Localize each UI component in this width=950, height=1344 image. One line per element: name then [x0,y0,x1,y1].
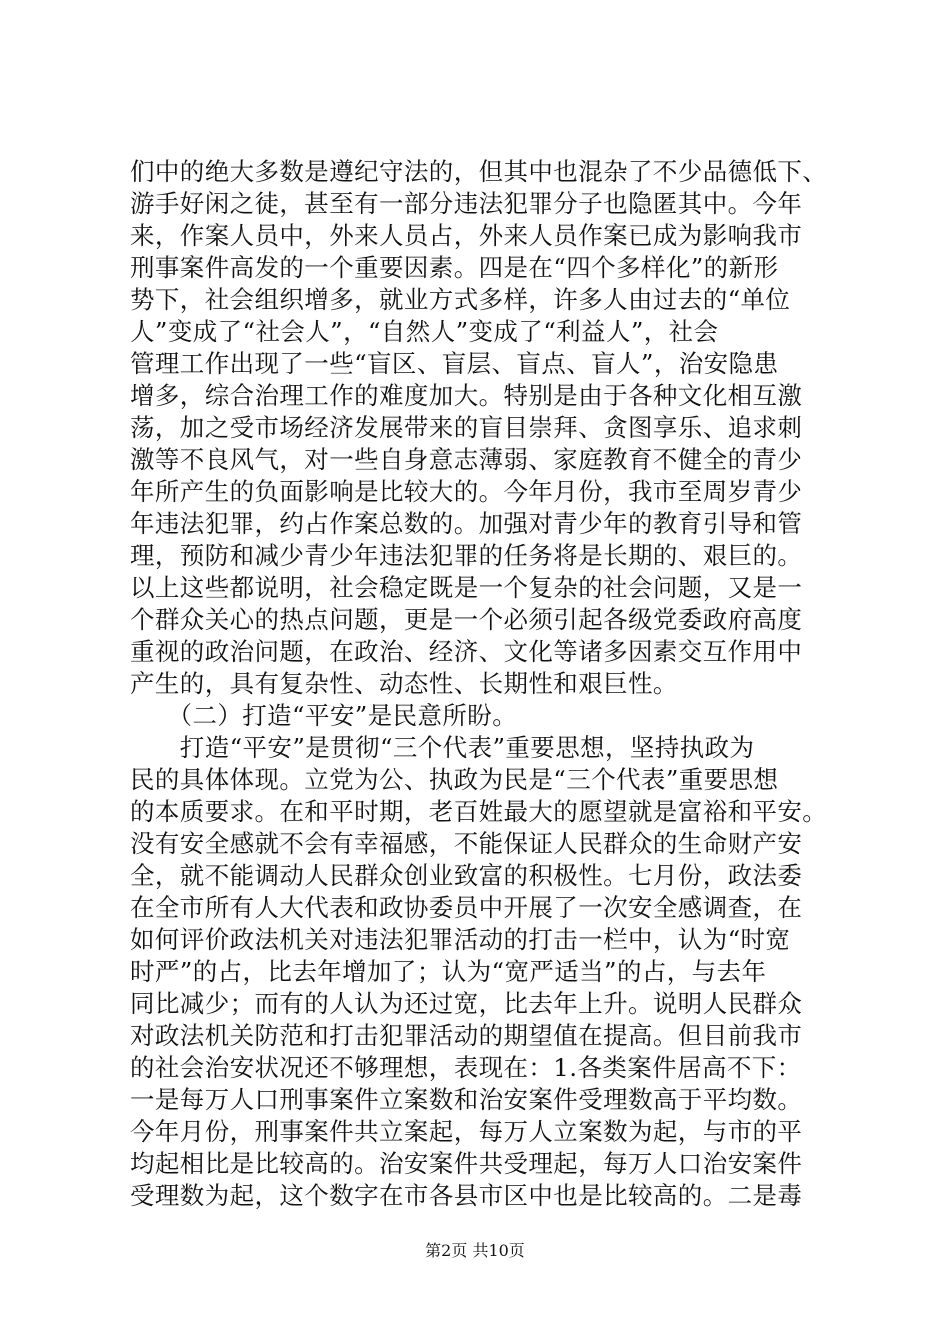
text-line: 今年月份，刑事案件共立案起，每万人立案数为起，与市的平 [130,1117,803,1146]
text-line: 个群众关心的热点问题，更是一个必须引起各级党委政府高度 [130,605,803,634]
text-line: 年所产生的负面影响是比较大的。今年月份，我市至周岁青少 [130,477,803,506]
text-line: 时严”的占，比去年增加了；认为“宽严适当”的占，与去年 [130,957,767,986]
text-line: 产生的，具有复杂性、动态性、长期性和艰巨性。 [130,669,678,698]
text-line: 如何评价政法机关对违法犯罪活动的打击一栏中，认为“时宽 [130,925,791,954]
text-line: 游手好闲之徒，甚至有一部分违法犯罪分子也隐匿其中。今年 [130,189,803,218]
text-line: 势下，社会组织增多，就业方式多样，许多人由过去的“单位 [130,285,791,314]
text-line: 管理工作出现了一些“盲区、盲层、盲点、盲人”，治安隐患 [130,349,779,378]
text-line: 全，就不能调动人民群众创业致富的积极性。七月份，政法委 [130,861,803,890]
text-line: 打造“平安”是贯彻“三个代表”重要思想，坚持执政为 [130,733,755,762]
text-line: 来，作案人员中，外来人员占，外来人员作案已成为影响我市 [130,221,803,250]
text-line: 荡，加之受市场经济发展带来的盲目崇拜、贪图享乐、追求刺 [130,413,803,442]
text-line: 均起相比是比较高的。治安案件共受理起，每万人口治安案件 [130,1149,803,1178]
text-line: 在全市所有人大代表和政协委员中开展了一次安全感调查，在 [130,893,803,922]
text-line: 民的具体体现。立党为公、执政为民是“三个代表”重要思想 [130,765,779,794]
text-line: 刑事案件高发的一个重要因素。四是在“四个多样化”的新形 [130,253,779,282]
text-line: 同比减少；而有的人认为还过宽，比去年上升。说明人民群众 [130,989,803,1018]
text-line: 重视的政治问题，在政治、经济、文化等诸多因素交互作用中 [130,637,803,666]
text-line: 增多，综合治理工作的难度加大。特别是由于各种文化相互激 [130,381,803,410]
text-line: 受理数为起，这个数字在市各县市区中也是比较高的。二是毒 [130,1181,803,1210]
text-line: 对政法机关防范和打击犯罪活动的期望值在提高。但目前我市 [130,1021,803,1050]
text-line: 激等不良风气，对一些自身意志薄弱、家庭教育不健全的青少 [130,445,803,474]
text-line: 没有安全感就不会有幸福感，不能保证人民群众的生命财产安 [130,829,803,858]
text-line: 的社会治安状况还不够理想，表现在：1.各类案件居高不下： [130,1053,802,1082]
section-heading: （二）打造“平安”是民意所盼。 [130,701,518,730]
text-line: 年违法犯罪，约占作案总数的。加强对青少年的教育引导和管 [130,509,803,538]
page-number-footer: 第2页 共10页 [425,1241,525,1260]
text-line: 们中的绝大多数是遵纪守法的，但其中也混杂了不少品德低下、 [130,157,828,186]
text-line: 的本质要求。在和平时期，老百姓最大的愿望就是富裕和平安。 [130,797,828,826]
text-line: 一是每万人口刑事案件立案数和治安案件受理数高于平均数。 [130,1085,803,1114]
text-line: 人”变成了“社会人”，“自然人”变成了“利益人”，社会 [130,317,719,346]
body-text [130,156,830,1212]
text-line: 以上这些都说明，社会稳定既是一个复杂的社会问题，又是一 [130,573,803,602]
text-line: 理，预防和减少青少年违法犯罪的任务将是长期的、艰巨的。 [130,541,803,570]
